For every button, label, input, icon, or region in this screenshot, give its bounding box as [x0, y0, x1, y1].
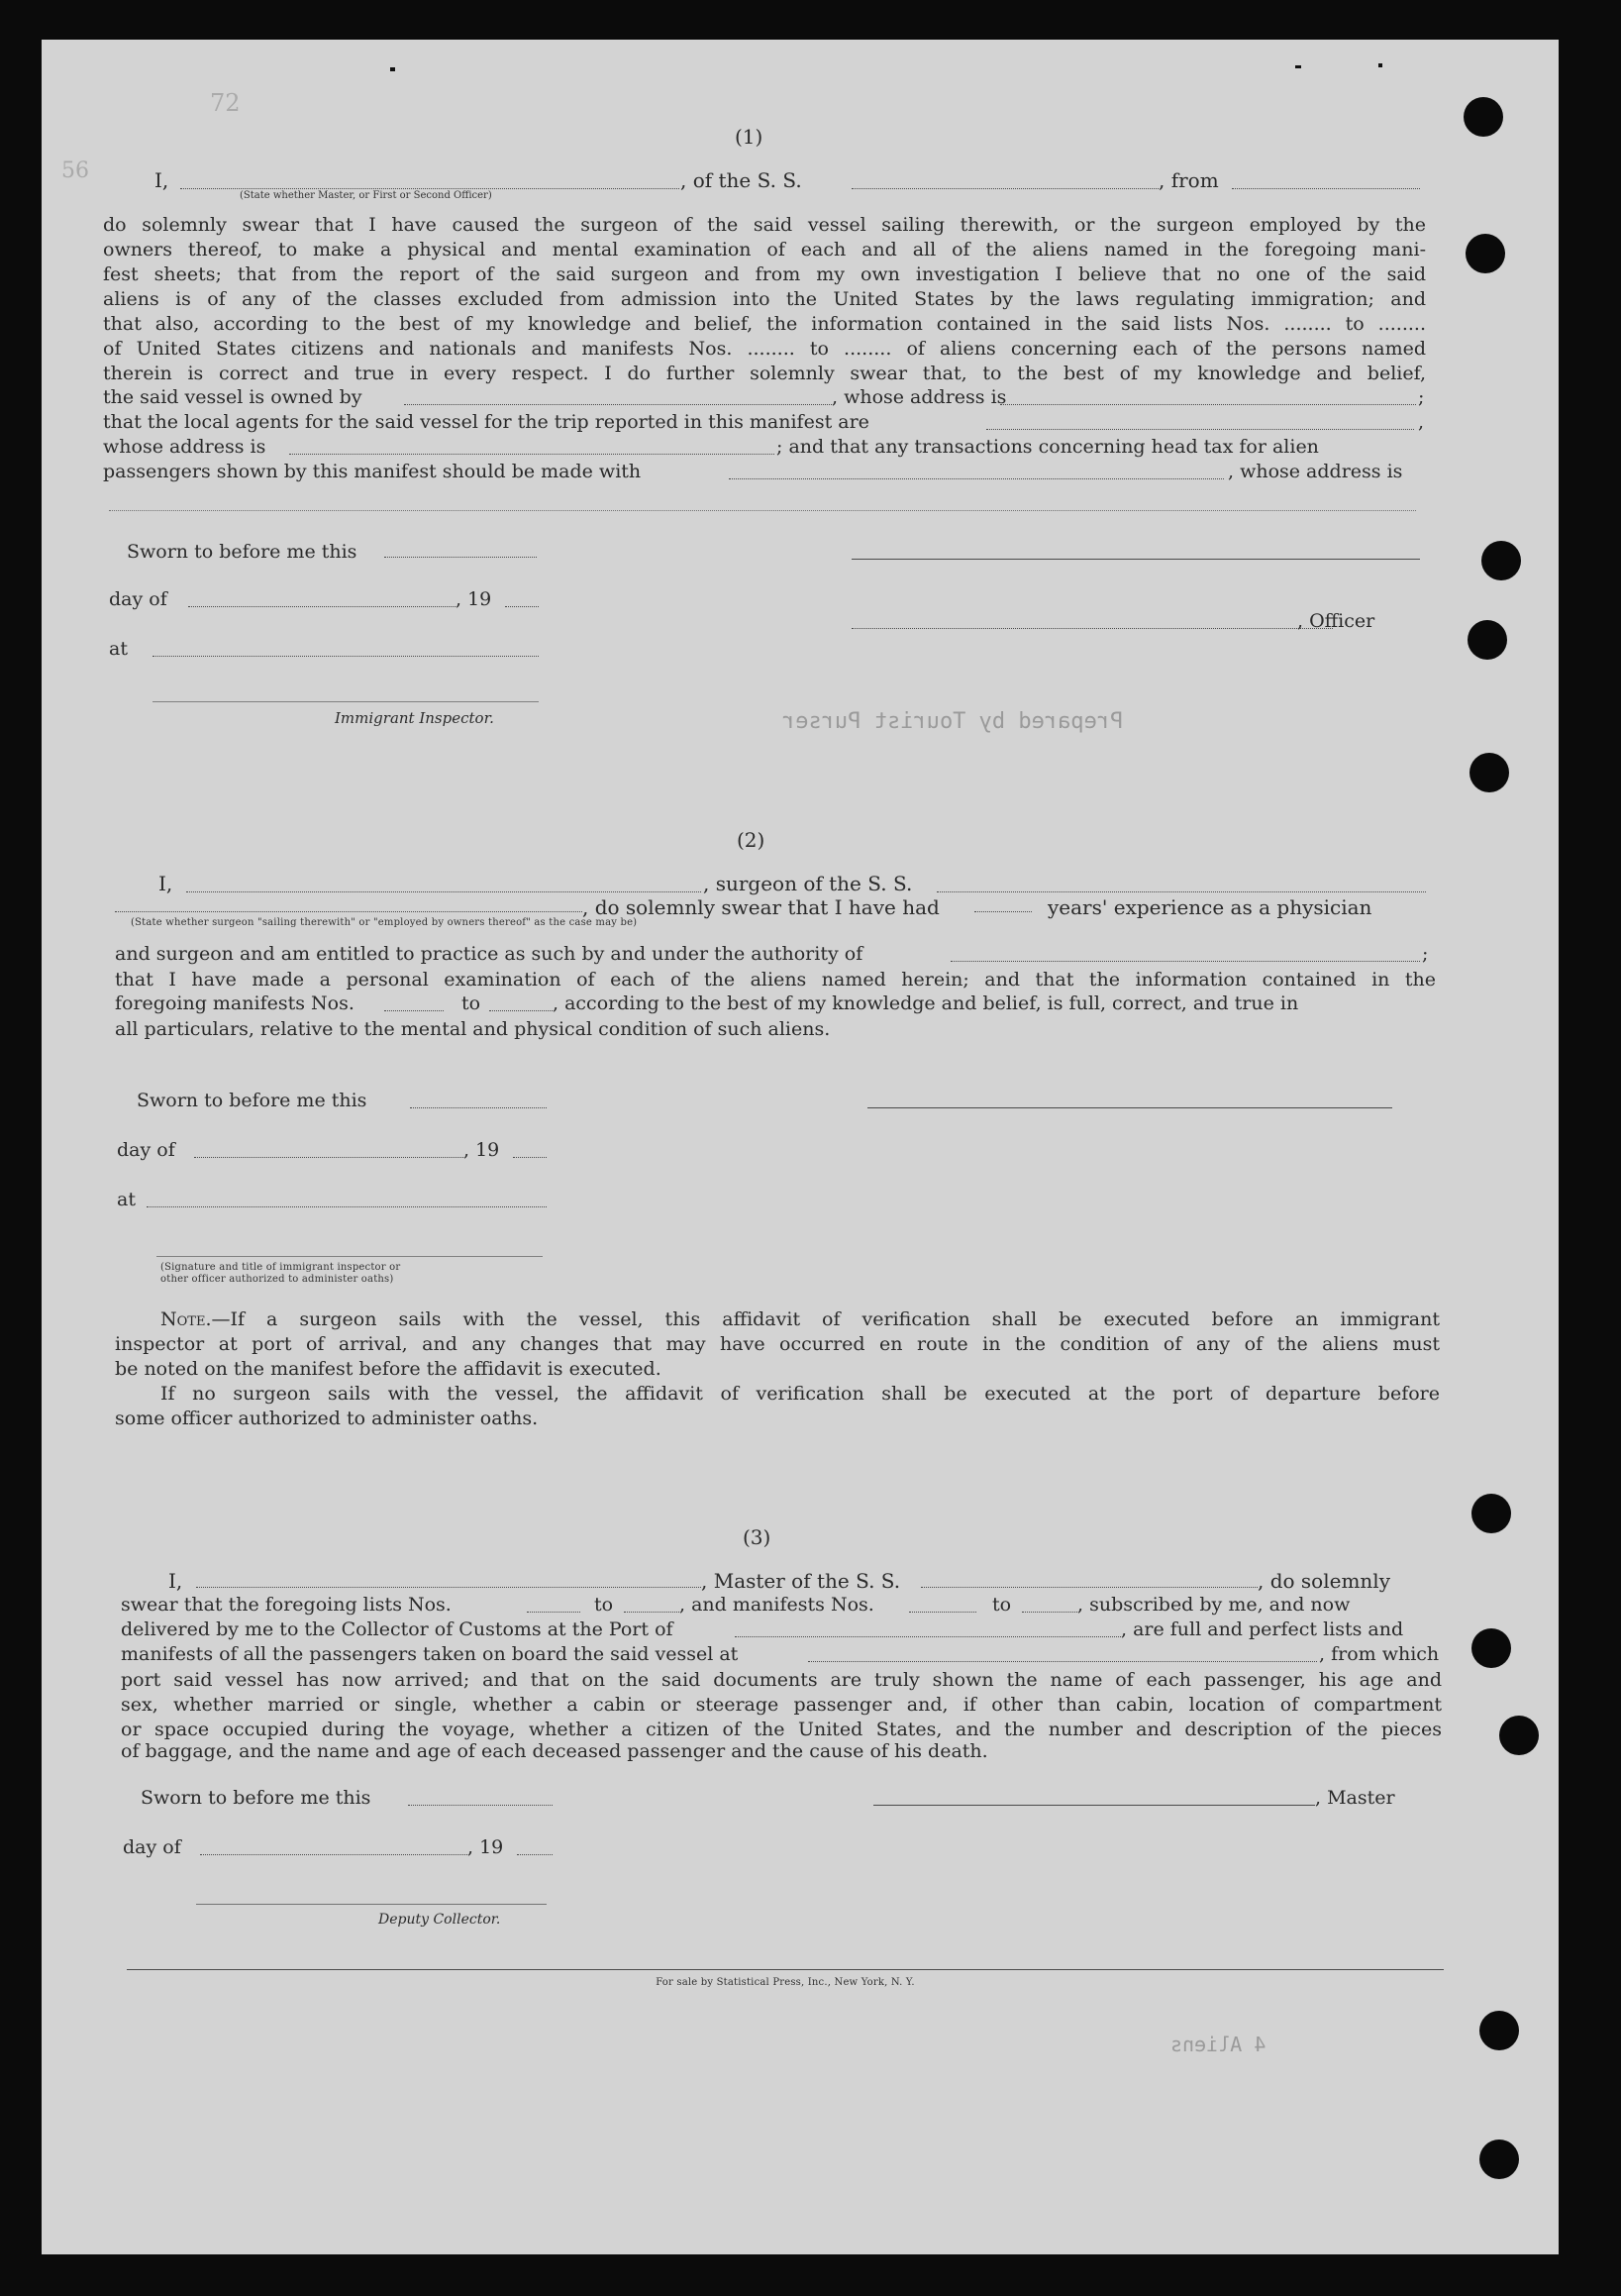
s1-inspector-label: Immigrant Inspector. — [335, 709, 494, 727]
s2-inspector-signature-line[interactable] — [156, 1256, 543, 1257]
section-3-number: (3) — [743, 1525, 771, 1549]
s1-agents-address-label: whose address is — [103, 436, 266, 458]
binder-hole — [1479, 2011, 1519, 2050]
s3-day-of-field[interactable] — [200, 1854, 467, 1855]
s1-year-field[interactable] — [505, 606, 539, 607]
s3-ship-name-field[interactable] — [921, 1587, 1258, 1588]
s3-year-field[interactable] — [517, 1854, 553, 1855]
s3-to-label: to — [992, 1594, 1012, 1616]
s1-comma: , — [1418, 411, 1425, 433]
s1-agents-address-field[interactable] — [289, 454, 774, 455]
s1-head-tax-party-field[interactable] — [729, 478, 1224, 479]
s2-note-line: inspector at port of arrival, and any changes that may have occurred en route in the condition of any of the aliens must — [115, 1333, 1440, 1355]
s2-note-line: If no surgeon sails with the vessel, the affidavit of verification shall be executed at the port of departure before — [160, 1383, 1440, 1405]
footer-printer: For sale by Statistical Press, Inc., New York, N. Y. — [656, 1977, 915, 1988]
s3-master-of-label: , Master of the S. S. — [701, 1569, 901, 1593]
s2-note-line-1 — [115, 1307, 1440, 1332]
s1-owner-address-field[interactable] — [1000, 404, 1416, 405]
s3-year-label: , 19 — [467, 1836, 504, 1858]
s3-manifest-to-field[interactable] — [1022, 1612, 1077, 1613]
binder-hole — [1464, 97, 1503, 137]
s1-semicolon: ; — [1418, 386, 1425, 408]
section-2-number: (2) — [737, 828, 765, 852]
s1-body-line: do solemnly swear that I have caused the surgeon of the said vessel sailing therewith, or the surgeon employed by the — [103, 214, 1426, 236]
s3-manifests-of-label: manifests of all the passengers taken on board the said vessel at — [121, 1643, 739, 1665]
binder-hole — [1499, 1716, 1539, 1755]
s2-surgeon-note: (State whether surgeon "sailing therewith" or "employed by owners thereof" as the case may be) — [131, 917, 638, 928]
s1-officer-label: , Officer — [1297, 610, 1375, 632]
s2-authority-field[interactable] — [951, 961, 1420, 962]
s3-sworn-date-field[interactable] — [408, 1805, 553, 1806]
s2-day-of-field[interactable] — [194, 1157, 463, 1158]
speck — [1295, 65, 1301, 68]
s2-year-field[interactable] — [513, 1157, 547, 1158]
binder-hole — [1466, 234, 1505, 273]
s1-head-tax-address-label: , whose address is — [1228, 461, 1403, 482]
s3-list-from-field[interactable] — [527, 1612, 580, 1613]
s1-year-label: , 19 — [456, 588, 492, 610]
s2-swear-label: , do solemnly swear that I have had — [582, 895, 940, 919]
s1-local-agents-label: that the local agents for the said vessel for the trip reported in this manifest are — [103, 411, 869, 433]
s1-sworn-label: Sworn to before me this — [127, 541, 357, 563]
s2-years-field[interactable] — [974, 911, 1032, 912]
binder-hole — [1481, 541, 1521, 580]
s2-note-label: Note. — [160, 1308, 212, 1330]
s3-to-label: to — [594, 1594, 614, 1616]
s3-list-to-field[interactable] — [624, 1612, 679, 1613]
ghost-aliens-count: 4 Aliens — [1170, 2033, 1266, 2056]
speck — [1378, 63, 1382, 67]
s3-manifests-label: , and manifests Nos. — [679, 1594, 874, 1616]
binder-hole — [1471, 1494, 1511, 1533]
s2-body-line: all particulars, relative to the mental and physical condition of such aliens. — [115, 1018, 831, 1040]
s2-years-label: years' experience as a physician — [1048, 895, 1372, 919]
s2-note-line: be noted on the manifest before the affidavit is executed. — [115, 1358, 661, 1380]
s2-day-of-label: day of — [117, 1139, 175, 1161]
s2-body-line: that I have made a personal examination of each of the aliens named herein; and that the information contained in the — [115, 969, 1436, 991]
speck — [390, 67, 395, 71]
s3-deputy-label: Deputy Collector. — [378, 1912, 501, 1928]
s2-manifest-from-field[interactable] — [384, 1010, 444, 1011]
s1-inspector-signature-line[interactable] — [152, 701, 539, 702]
s1-ship-name-field[interactable] — [852, 188, 1159, 189]
ghost-prepared-by: Prepared by Tourist Purser — [782, 709, 1124, 734]
s2-manifests-label: foregoing manifests Nos. — [115, 992, 355, 1014]
s2-note-line: some officer authorized to administer oaths. — [115, 1408, 539, 1429]
s1-owner-field[interactable] — [404, 404, 832, 405]
s2-authority-label: and surgeon and am entitled to practice as such by and under the authority of — [115, 943, 863, 965]
binder-hole — [1479, 2139, 1519, 2179]
s1-body-line: fest sheets; that from the report of the said surgeon and from my own investigation I believe that no one of the said — [103, 263, 1426, 285]
s3-from-which-label: , from which — [1319, 1643, 1440, 1665]
s3-i-label: I, — [168, 1569, 183, 1593]
s2-manifest-to-field[interactable] — [489, 1010, 553, 1011]
s2-year-label: , 19 — [463, 1139, 500, 1161]
s3-body-line: port said vessel has now arrived; and that on the said documents are truly shown the name of each passenger, his age and — [121, 1669, 1442, 1691]
s3-manifest-from-field[interactable] — [909, 1612, 976, 1613]
s1-i-label: I, — [154, 168, 169, 192]
s1-body-line: owners thereof, to make a physical and mental examination of each and all of the aliens named in the foregoing mani- — [103, 239, 1426, 261]
s2-i-label: I, — [158, 872, 173, 895]
s3-delivered-label: delivered by me to the Collector of Customs at the Port of — [121, 1618, 673, 1640]
section-1-number: (1) — [735, 125, 763, 149]
s1-sworn-date-field[interactable] — [384, 557, 537, 558]
s2-sworn-label: Sworn to before me this — [137, 1090, 367, 1111]
s2-note-text: —If a surgeon sails with the vessel, this affidavit of verification shall be executed before an immigrant — [211, 1308, 1440, 1330]
s1-at-field[interactable] — [152, 656, 539, 657]
s3-master-label: , Master — [1315, 1787, 1395, 1809]
s1-from-port-field[interactable] — [1232, 188, 1420, 189]
s3-body-line: sex, whether married or single, whether a cabin or steerage passenger and, if other than cabin, location of compartment — [121, 1694, 1442, 1716]
s1-body-line: aliens is of any of the classes excluded from admission into the United States by the laws regulating immigration; and — [103, 288, 1426, 310]
s2-at-label: at — [117, 1189, 136, 1210]
s3-body-line: or space occupied during the voyage, whether a citizen of the United States, and the number and description of the pieces — [121, 1719, 1442, 1740]
binder-hole — [1469, 753, 1509, 792]
s1-day-of-label: day of — [109, 588, 167, 610]
s3-subscribed-label: , subscribed by me, and now — [1077, 1594, 1351, 1616]
s3-master-signature-line[interactable] — [873, 1805, 1315, 1806]
s1-head-tax-label: ; and that any transactions concerning head tax for alien — [776, 436, 1319, 458]
s3-port-field[interactable] — [735, 1636, 1121, 1637]
s2-surgeon-of-label: , surgeon of the S. S. — [703, 872, 913, 895]
s1-body-line: that also, according to the best of my knowledge and belief, the information contained in the said lists Nos. ........ to ........ — [103, 313, 1426, 335]
s2-sworn-date-field[interactable] — [410, 1107, 547, 1108]
s1-owned-by-label: the said vessel is owned by — [103, 386, 362, 408]
s3-day-of-label: day of — [123, 1836, 181, 1858]
s3-do-solemnly-label: , do solemnly — [1258, 1569, 1390, 1593]
s3-full-lists-label: , are full and perfect lists and — [1121, 1618, 1404, 1640]
s1-of-ss-label: , of the S. S. — [680, 168, 802, 192]
s2-surgeon-signature-line[interactable] — [867, 1107, 1392, 1108]
s2-to-label: to — [461, 992, 481, 1014]
s1-body-line: therein is correct and true in every respect. I do further solemnly swear that, to the best of my knowledge and belief, — [103, 363, 1426, 384]
s1-officer-note: (State whether Master, or First or Second Officer) — [240, 190, 492, 201]
s2-according-label: , according to the best of my knowledge and belief, is full, correct, and true in — [553, 992, 1299, 1014]
binder-hole — [1471, 1628, 1511, 1668]
s2-sig-note-2: other officer authorized to administer oaths) — [160, 1274, 394, 1285]
s1-day-of-field[interactable] — [188, 606, 456, 607]
s1-owner-address-label: , whose address is — [832, 386, 1007, 408]
s3-sworn-label: Sworn to before me this — [141, 1787, 371, 1809]
s2-ship-name-field[interactable] — [937, 891, 1426, 892]
ghost-margin-number: 56 — [61, 158, 89, 183]
s1-passengers-label: passengers shown by this manifest should be made with — [103, 461, 642, 482]
s3-boarding-port-field[interactable] — [808, 1661, 1317, 1662]
s2-at-field[interactable] — [147, 1206, 547, 1207]
s3-body-line: of baggage, and the name and age of each deceased passenger and the cause of his death. — [121, 1740, 988, 1762]
s1-officer-title-field[interactable] — [852, 628, 1333, 629]
s1-officer-name-field[interactable] — [180, 188, 679, 189]
s2-semicolon: ; — [1422, 943, 1429, 965]
s1-head-tax-address-field[interactable] — [109, 510, 1416, 511]
ghost-page-number: 72 — [210, 89, 241, 117]
s3-lists-label: swear that the foregoing lists Nos. — [121, 1594, 452, 1616]
s2-surgeon-status-field[interactable] — [115, 911, 582, 912]
form-sheet — [42, 40, 1559, 2254]
s3-master-name-field[interactable] — [196, 1587, 701, 1588]
s1-body-line: of United States citizens and nationals and manifests Nos. ........ to ........ of aliens concerning each of the persons named — [103, 338, 1426, 360]
s1-at-label: at — [109, 638, 128, 660]
s1-local-agents-field[interactable] — [986, 429, 1414, 430]
s2-sig-note-1: (Signature and title of immigrant inspector or — [160, 1262, 401, 1273]
footer-rule — [127, 1969, 1444, 1970]
s2-surgeon-name-field[interactable] — [186, 891, 701, 892]
s1-from-label: , from — [1159, 168, 1219, 192]
s1-officer-signature-line[interactable] — [852, 559, 1420, 560]
s3-deputy-signature-line[interactable] — [196, 1904, 547, 1905]
binder-hole — [1468, 620, 1507, 660]
